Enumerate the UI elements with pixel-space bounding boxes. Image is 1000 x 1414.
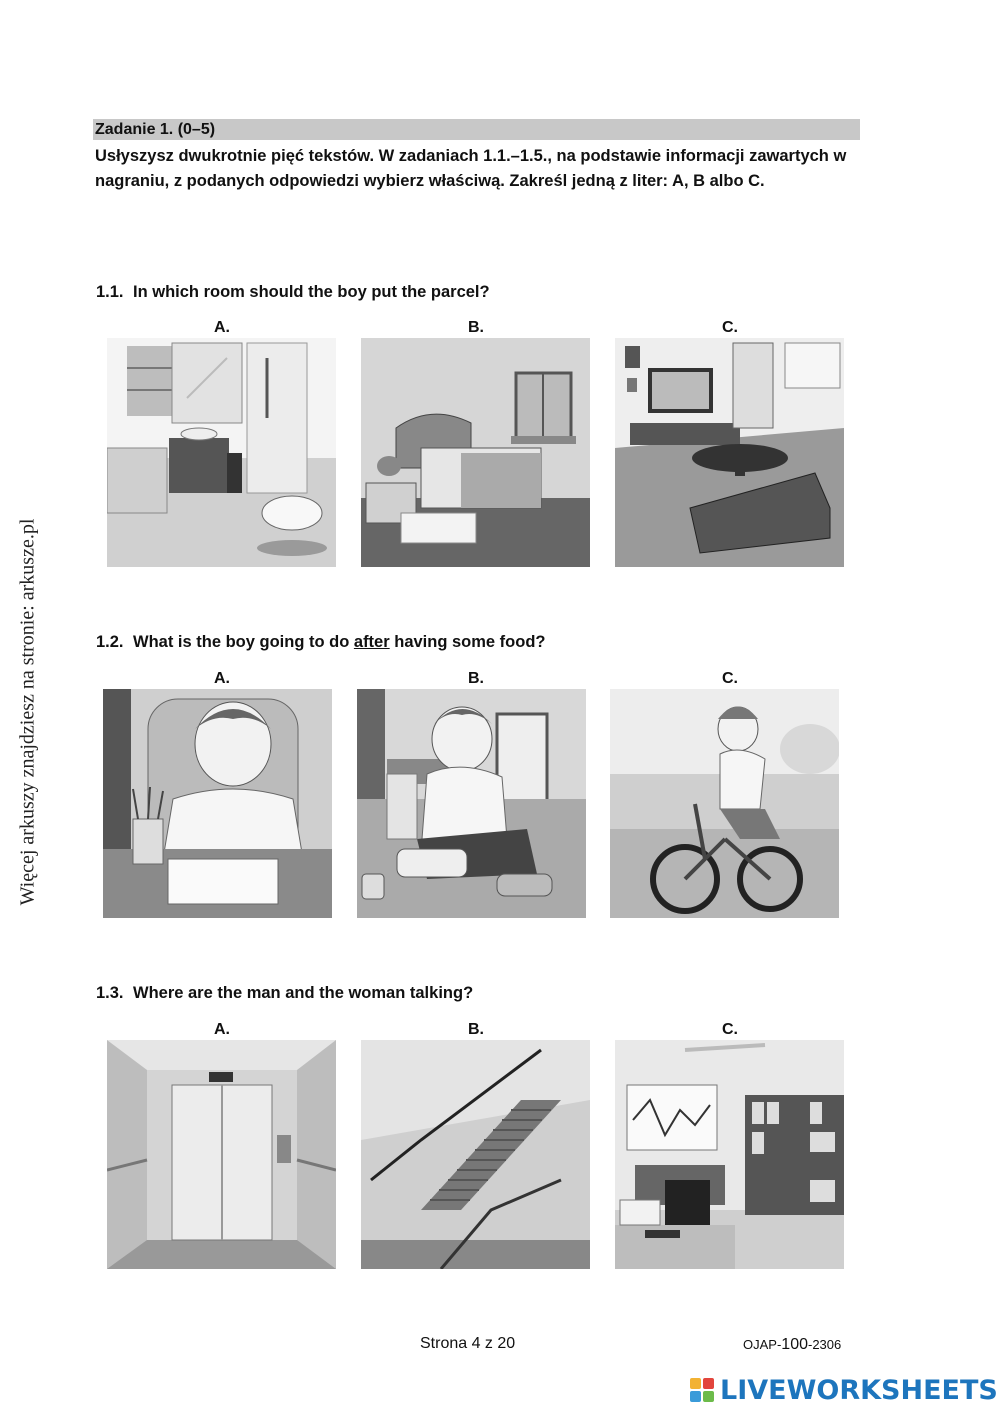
question-text: Where are the man and the woman talking?: [133, 984, 474, 1002]
option-a-label[interactable]: A.: [214, 670, 230, 687]
question-1-2: [96, 633, 546, 652]
option-c-label[interactable]: C.: [722, 670, 738, 687]
exam-code-prefix: OJAP-: [743, 1337, 782, 1352]
exam-code: [743, 1336, 841, 1354]
exam-code-mid: 100: [781, 1336, 808, 1353]
bathroom-picture[interactable]: [107, 338, 336, 567]
question-1-1: [96, 283, 490, 302]
option-a-label[interactable]: A.: [214, 1021, 230, 1038]
living-room-picture[interactable]: [615, 338, 844, 567]
question-text: In which room should the boy put the parcel?: [133, 283, 490, 301]
staircase-picture[interactable]: [361, 1040, 590, 1269]
question-number: 1.2.: [96, 633, 124, 651]
option-a-label[interactable]: A.: [214, 319, 230, 336]
lift-picture[interactable]: [107, 1040, 336, 1269]
question-number: 1.3.: [96, 984, 124, 1002]
question-number: 1.1.: [96, 283, 124, 301]
logo-grid-icon: [690, 1378, 714, 1402]
question-text-before: What is the boy going to do: [133, 633, 354, 651]
option-b-label[interactable]: B.: [468, 670, 484, 687]
side-note: Więcej arkuszy znajdziesz na stronie: arkusze.pl: [16, 518, 39, 906]
task-instructions: Usłyszysz dwukrotnie pięć tekstów. W zadaniach 1.1.–1.5., na podstawie informacji zawartych w nagraniu, z podanych odpowiedzi wybierz właściwą. Zakreśl jedną z liter: A, B albo C.: [95, 147, 847, 190]
logo-square: [703, 1391, 714, 1402]
page-number: Strona 4 z 20: [420, 1335, 516, 1352]
logo-square: [703, 1378, 714, 1389]
boy-riding-bike-picture[interactable]: [610, 689, 839, 918]
exam-code-suffix: -2306: [808, 1337, 842, 1352]
option-b-label[interactable]: B.: [468, 319, 484, 336]
logo-square: [690, 1378, 701, 1389]
question-underlined-word: after: [353, 633, 390, 651]
task-header: Zadanie 1. (0–5): [93, 119, 860, 140]
boy-drawing-picture[interactable]: [103, 689, 332, 918]
option-c-label[interactable]: C.: [722, 1021, 738, 1038]
boy-playing-picture[interactable]: [357, 689, 586, 918]
logo-text: LIVEWORKSHEETS: [720, 1374, 998, 1406]
option-b-label[interactable]: B.: [468, 1021, 484, 1038]
option-c-label[interactable]: C.: [722, 319, 738, 336]
liveworksheets-logo[interactable]: [690, 1374, 998, 1406]
office-picture[interactable]: [615, 1040, 844, 1269]
bedroom-picture[interactable]: [361, 338, 590, 567]
question-text-after: having some food?: [389, 633, 546, 651]
logo-square: [690, 1391, 701, 1402]
question-1-3: [96, 984, 473, 1003]
